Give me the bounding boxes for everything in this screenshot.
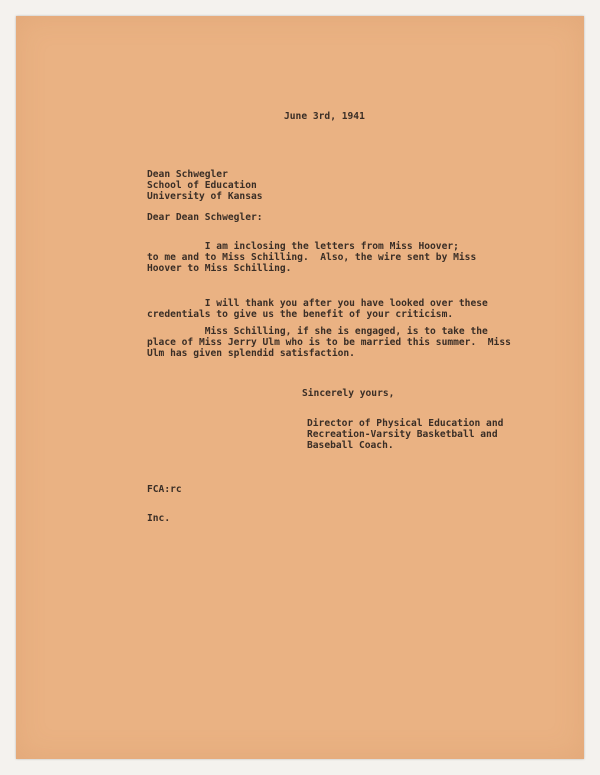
closing: Sincerely yours, — [302, 388, 395, 399]
signature-block: Director of Physical Education and Recreation-Varsity Basketball and Baseball Coach. — [307, 418, 504, 451]
enclosure-note: Inc. — [147, 513, 171, 524]
salutation: Dear Dean Schwegler: — [147, 212, 263, 223]
recipient-address: Dean Schwegler School of Education University of Kansas — [147, 169, 263, 202]
reference-initials: FCA:rc — [147, 484, 182, 495]
body-paragraph-3: Miss Schilling, if she is engaged, is to take the place of Miss Jerry Ulm who is to be married this summer. Miss Ulm has given splendid satisfaction. — [147, 326, 511, 359]
body-paragraph-1: I am inclosing the letters from Miss Hoover; to me and to Miss Schilling. Also, the wire sent by Miss Hoover to Miss Schilling. — [147, 241, 477, 274]
body-paragraph-2: I will thank you after you have looked over these credentials to give us the benefit of your criticism. — [147, 298, 488, 320]
letter-date: June 3rd, 1941 — [284, 111, 365, 122]
letter-page — [16, 16, 584, 759]
